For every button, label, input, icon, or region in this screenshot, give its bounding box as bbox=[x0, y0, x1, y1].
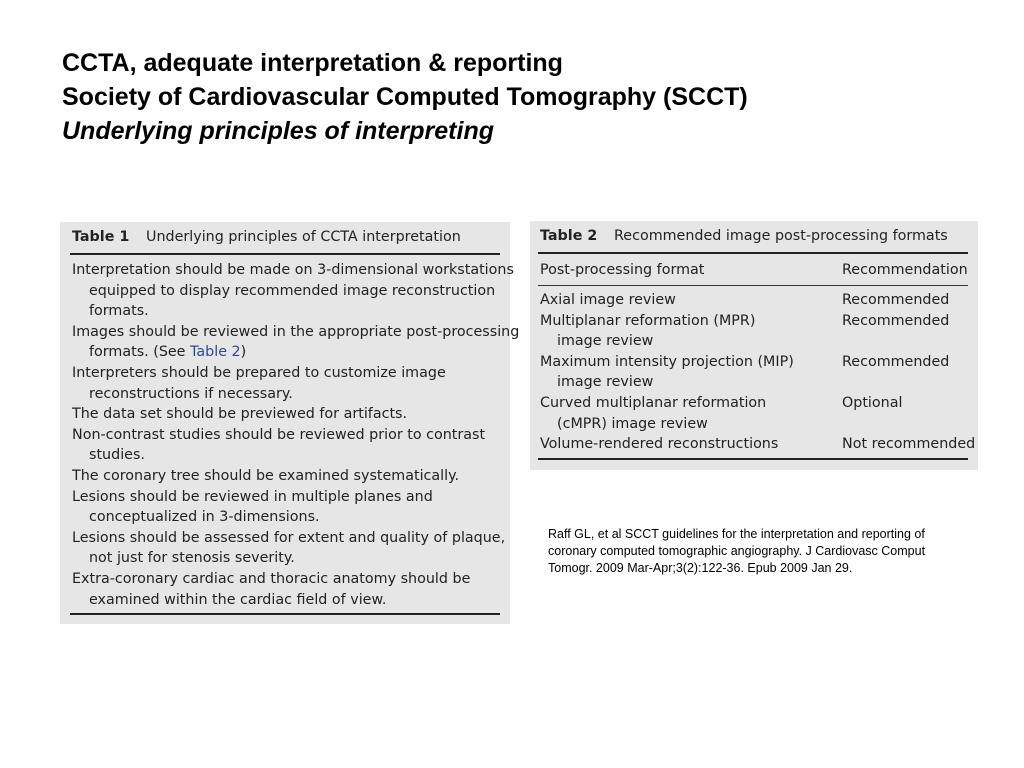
table1-line bbox=[89, 342, 246, 363]
table2-header-rule bbox=[538, 285, 968, 286]
table1-line: Non-contrast studies should be reviewed prior to contrast bbox=[72, 426, 486, 443]
table2-cell-format: Curved multiplanar reformation bbox=[540, 395, 767, 411]
table2-image bbox=[530, 221, 978, 470]
table2-cell-recommendation: Recommended bbox=[842, 312, 950, 329]
table1-line: Interpreters should be prepared to customize image bbox=[72, 365, 446, 381]
table2-cell-recommendation: Not recommended bbox=[842, 436, 976, 453]
table1-line: equipped to display recommended image reconstruction bbox=[89, 282, 496, 299]
table2-link[interactable]: Table 2 bbox=[190, 344, 241, 361]
table2-cell-recommendation: Recommended bbox=[842, 353, 950, 370]
table2-caption bbox=[540, 228, 948, 244]
slide-title bbox=[62, 46, 748, 148]
table1-caption bbox=[72, 229, 461, 245]
table2-cell-format-cont: (cMPR) image review bbox=[557, 415, 708, 432]
table2-cell-recommendation: Recommended bbox=[842, 292, 950, 308]
table1-line-text: formats. (See bbox=[89, 344, 191, 361]
table1-line: formats. bbox=[89, 303, 149, 320]
table1-line: The data set should be previewed for artifacts. bbox=[72, 406, 408, 423]
table1-number: Table 1 bbox=[72, 229, 130, 245]
table1-line-text: ) bbox=[240, 344, 247, 361]
title-line-2: Society of Cardiovascular Computed Tomography (SCCT) bbox=[62, 83, 748, 111]
table1-top-rule bbox=[70, 253, 500, 255]
table1-line: Extra-coronary cardiac and thoracic anatomy should be bbox=[72, 571, 471, 587]
table1-title: Underlying principles of CCTA interpretation bbox=[146, 229, 461, 245]
table1-line: Interpretation should be made on 3-dimensional workstations bbox=[72, 262, 514, 278]
table1-line: Lesions should be reviewed in multiple planes and bbox=[72, 488, 433, 505]
table1-line: Lesions should be assessed for extent and quality of plaque, bbox=[72, 529, 506, 546]
table2-cell-format: Axial image review bbox=[540, 292, 676, 308]
table2-cell-format: Volume-rendered reconstructions bbox=[540, 436, 779, 453]
table2-cell-format: Multiplanar reformation (MPR) bbox=[540, 312, 756, 329]
table1-line: conceptualized in 3-dimensions. bbox=[89, 509, 320, 526]
table1-bottom-rule bbox=[70, 613, 500, 615]
table2-header-recommendation: Recommendation bbox=[842, 262, 968, 278]
table1-image bbox=[60, 222, 520, 624]
table1-line: Images should be reviewed in the appropriate post-processing bbox=[72, 323, 520, 340]
table2-bottom-rule bbox=[538, 458, 968, 460]
title-line-1: CCTA, adequate interpretation & reporting bbox=[62, 49, 563, 77]
table1-line: examined within the cardiac field of view. bbox=[89, 591, 387, 608]
table2-cell-recommendation: Optional bbox=[842, 395, 903, 411]
table1-line: The coronary tree should be examined systematically. bbox=[72, 468, 460, 484]
table2-cell-format-cont: image review bbox=[557, 333, 654, 350]
title-line-3: Underlying principles of interpreting bbox=[62, 117, 494, 145]
table1-line: reconstructions if necessary. bbox=[89, 385, 293, 402]
table1-line: not just for stenosis severity. bbox=[89, 550, 295, 567]
table2-header-format: Post-processing format bbox=[540, 262, 705, 278]
table2-title: Recommended image post-processing formats bbox=[614, 228, 948, 244]
table2-cell-format: Maximum intensity projection (MIP) bbox=[540, 353, 794, 370]
table2-top-rule bbox=[538, 252, 968, 254]
citation-text: Raff GL, et al SCCT guidelines for the interpretation and reporting of coronary computed tomographic angiography. J Cardiovasc Comput Tomogr. 2009 Mar-Apr;3(2):122-36. Epub 2009 Jan 29. bbox=[548, 527, 926, 575]
table2-number: Table 2 bbox=[540, 228, 598, 244]
table1-line: studies. bbox=[89, 447, 145, 464]
table2-cell-format-cont: image review bbox=[557, 374, 654, 391]
